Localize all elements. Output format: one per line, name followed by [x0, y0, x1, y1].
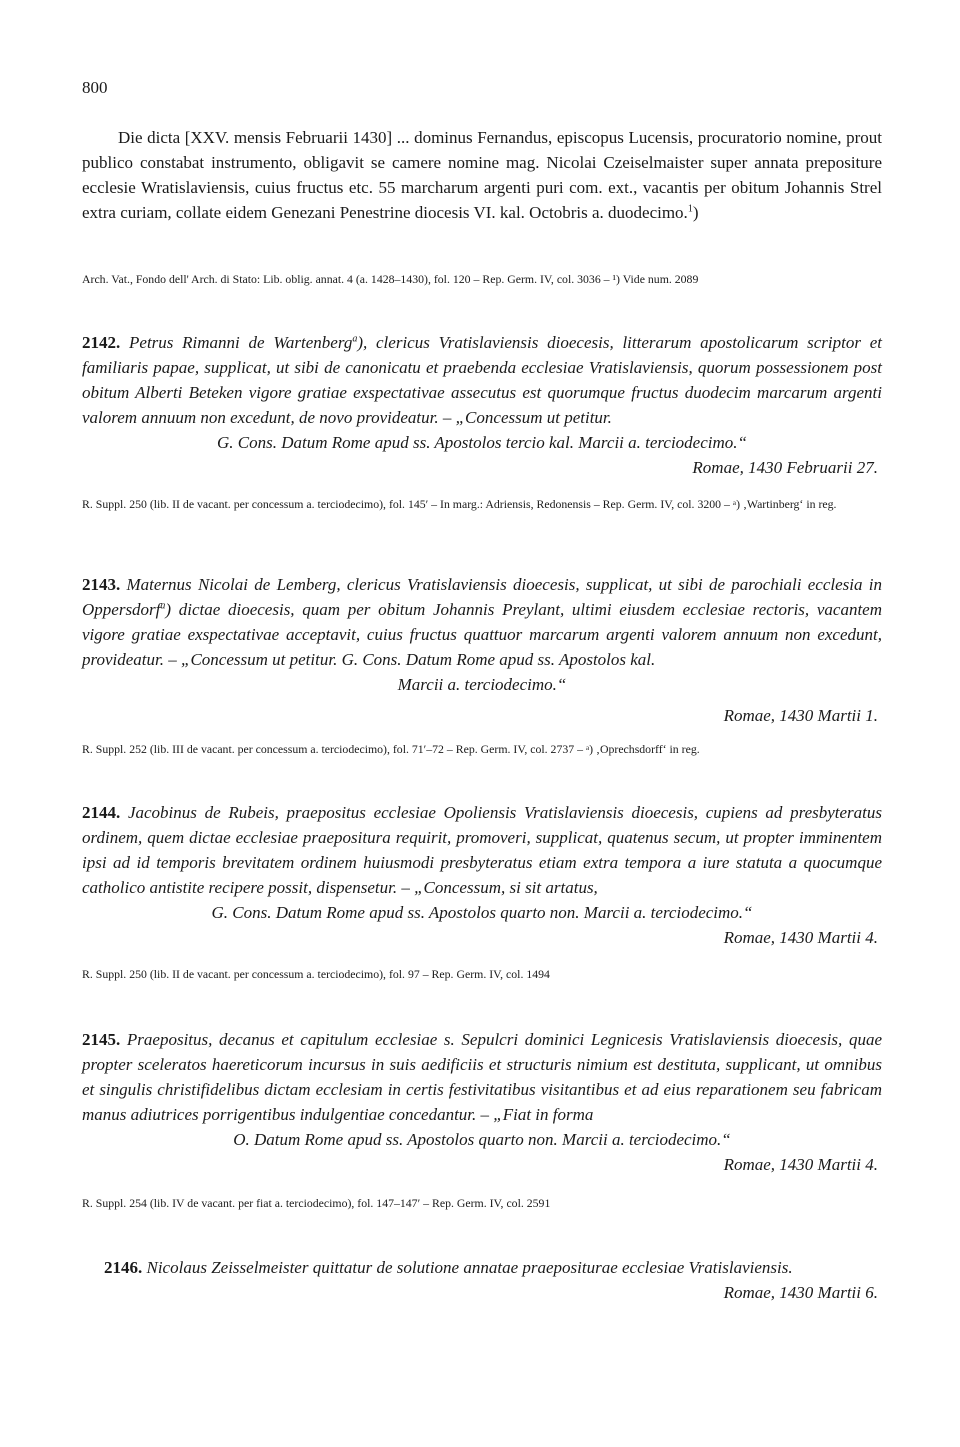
entry-date: Romae, 1430 Martii 4. — [723, 928, 878, 947]
entry-date: Romae, 1430 Martii 1. — [723, 706, 878, 725]
entry-date: Romae, 1430 Februarii 27. — [692, 458, 878, 477]
entry-closing-line: Marcii a. terciodecimo.“ — [397, 675, 567, 694]
entry-closing-line: O. Datum Rome apud ss. Apostolos quarto non. Marcii a. terciodecimo.“ — [233, 1130, 731, 1149]
entry-date: Romae, 1430 Martii 4. — [723, 1155, 878, 1174]
entry-body — [82, 572, 882, 672]
entry-text: Jacobinus de Rubeis, praepositus ecclesiae Opoliensis Vratislaviensis dioecesis, cupiens ad presbyteratus ordinem, quem dictae ecclesiae praepositura requirit, promoveri, supplicat, quatenus secum, ut propter imminentem ipsi ad id temporis brevitatem ordinem huiusmodi presbyteratus etiam extra tempora a iure statuta a quocumque catholico antistite recipere possit, dispensetur. – „Concessum, si sit artatus, — [82, 803, 883, 897]
entry-2145 — [82, 1027, 882, 1177]
entry-closing-line: G. Cons. Datum Rome apud ss. Apostolos quarto non. Marcii a. terciodecimo.“ — [211, 903, 753, 922]
intro-entry — [82, 125, 882, 225]
entry-number: 2142. — [82, 333, 121, 352]
entry-closing-line: G. Cons. Datum Rome apud ss. Apostolos tercio kal. Marcii a. terciodecimo.“ — [217, 433, 747, 452]
entry-number: 2146. — [104, 1258, 143, 1277]
intro-closing: ) — [692, 203, 699, 222]
entry-2143 — [82, 572, 882, 728]
intro-paragraph — [82, 125, 882, 225]
entry-2142 — [82, 330, 882, 480]
entry-text-cont: ), clericus Vratislaviensis dioecesis, litterarum apostolicarum scriptor et familiaris papae, supplicat, ut sibi de canonicatu et praebenda ecclesiae Vratislaviensis, quorum possessionem post obitum Alberti Beteken vigore gratiae exspectativae assecutus est quorumque fructus duodecim marcarum argenti valorem annuum non excedunt, de novo provideatur. – „Concessum ut petitur. — [82, 333, 883, 427]
footnote-marker: a — [352, 333, 358, 345]
entry-text: Petrus Rimanni de Wartenberg — [129, 333, 353, 352]
entry-text-cont: ) dictae dioecesis, quam per obitum Johannis Preylant, ultimi eiusdem ecclesiae rectoris, vacantem vigore gratiae exspectativae acceptavit, cuius fructus quattuor marcarum argenti valorem annuum non excedunt, provideatur. – „Concessum ut petitur. G. Cons. Datum Rome apud ss. Apostolos kal. — [82, 600, 882, 669]
footnote-marker: a — [160, 600, 166, 612]
entry-2144-source: R. Suppl. 250 (lib. II de vacant. per concessum a. terciodecimo), fol. 97 – Rep. Germ. IV, col. 1494 — [82, 967, 550, 981]
entry-2146 — [82, 1255, 882, 1305]
intro-source: Arch. Vat., Fondo dell' Arch. di Stato: Lib. oblig. annat. 4 (a. 1428–1430), fol. 120 – Rep. Germ. IV, col. 3036 – ¹) Vide num. 2089 — [82, 272, 699, 286]
entry-body — [82, 1255, 882, 1280]
entry-text: Praepositus, decanus et capitulum ecclesiae s. Sepulcri dominici Legnicesis Vratislaviensis dioecesis, quae propter sceleratos haereticorum incursus in suis aedificiis et structuris nimium est destituta, supplicant, ut omnibus et singulis christifidelibus dictam ecclesiam in certis festivitatibus visitantibus et ad eius reparationem seu fabricam manus adiutrices porrigentibus indulgentiae concedantur. – „Fiat in forma — [82, 1030, 882, 1124]
entry-2142-source: R. Suppl. 250 (lib. II de vacant. per concessum a. terciodecimo), fol. 145′ – In marg.: Adriensis, Redonensis – Rep. Germ. IV, col. 3200 – ᵃ) ‚Wartinberg‘ in reg. — [82, 497, 837, 511]
entry-number: 2145. — [82, 1030, 121, 1049]
entry-body — [82, 800, 882, 900]
entry-body — [82, 330, 882, 430]
intro-text: Die dicta [XXV. mensis Februarii 1430] ... dominus Fernandus, episcopus Lucensis, procuratorio nomine, prout publico constabat instrumento, obligavit se camere nomine mag. Nicolai Czeiselmaister super annata prepositure ecclesie Wratislaviensis, cuius fructus etc. 55 marcharum argenti puri com. ext., vacantis per obitum Johannis Strel extra curiam, collate eidem Genezani Penestrine diocesis VI. kal. Octobris a. duodecimo. — [82, 128, 882, 222]
entry-2143-source: R. Suppl. 252 (lib. III de vacant. per concessum a. terciodecimo), fol. 71′–72 – Rep. Germ. IV, col. 2737 – ᵃ) ‚Oprechsdorff‘ in reg. — [82, 742, 700, 756]
entry-number: 2144. — [82, 803, 121, 822]
entry-2145-source: R. Suppl. 254 (lib. IV de vacant. per fiat a. terciodecimo), fol. 147–147′ – Rep. Germ. IV, col. 2591 — [82, 1196, 551, 1210]
entry-2144 — [82, 800, 882, 950]
entry-body — [82, 1027, 882, 1127]
entry-date: Romae, 1430 Martii 6. — [723, 1283, 878, 1302]
page-number: 800 — [82, 78, 108, 97]
entry-text: Maternus Nicolai de Lemberg, clericus Vratislaviensis dioecesis, supplicat, ut sibi de parochiali ecclesia in Oppersdorf — [82, 575, 882, 619]
entry-text: Nicolaus Zeisselmeister quittatur de solutione annatae praepositurae ecclesiae Vratislaviensis. — [146, 1258, 793, 1277]
footnote-marker: 1 — [687, 203, 693, 215]
entry-number: 2143. — [82, 575, 121, 594]
